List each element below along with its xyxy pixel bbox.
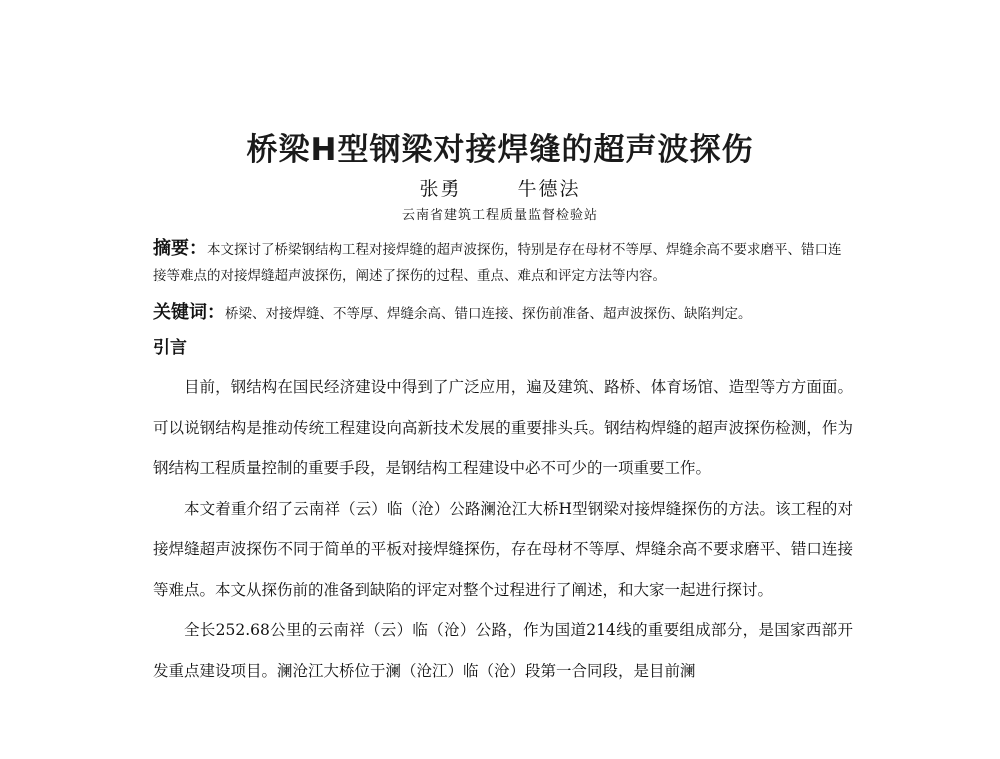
body-text (153, 367, 853, 691)
keywords (153, 300, 873, 327)
keywords-label: 关键词： (153, 302, 225, 323)
author-name: 张勇 (419, 178, 462, 200)
section-heading: 引言 (153, 338, 187, 358)
author-list (0, 174, 1000, 201)
keywords-text: 桥梁、对接焊缝、不等厚、焊缝余高、错口连接、探伤前准备、超声波探伤、缺陷判定。 (225, 306, 752, 322)
paper-title: 桥梁H型钢梁对接焊缝的超声波探伤 (246, 132, 754, 168)
abstract-label: 摘要： (153, 238, 207, 259)
abstract (153, 236, 853, 289)
affiliation: 云南省建筑工程质量监督检验站 (401, 208, 598, 223)
abstract-text: 本文探讨了桥梁钢结构工程对接焊缝的超声波探伤，特别是存在母材不等厚、焊缝余高不要求磨平、错口连接等难点的对接焊缝超声波探伤，阐述了探伤的过程、重点、难点和评定方法等内容。 (153, 242, 842, 284)
paragraph: 全长252.68公里的云南祥（云）临（沧）公路，作为国道214线的重要组成部分，是国家西部开发重点建设项目。澜沧江大桥位于澜（沧江）临（沧）段第一合同段，是目前澜 (153, 621, 853, 680)
paragraph: 目前，钢结构在国民经济建设中得到了广泛应用，遍及建筑、路桥、体育场馆、造型等方方面面。可以说钢结构是推动传统工程建设向高新技术发展的重要排头兵。钢结构焊缝的超声波探伤检测，作为钢结构工程质量控制的重要手段，是钢结构工程建设中必不可少的一项重要工作。 (153, 378, 853, 477)
paragraph: 本文着重介绍了云南祥（云）临（沧）公路澜沧江大桥H型钢梁对接焊缝探伤的方法。该工程的对接焊缝超声波探伤不同于简单的平板对接焊缝探伤，存在母材不等厚、焊缝余高不要求磨平、错口连接等难点。本文从探伤前的准备到缺陷的评定对整个过程进行了阐述，和大家一起进行探讨。 (153, 499, 853, 599)
author-name: 牛德法 (517, 178, 581, 200)
